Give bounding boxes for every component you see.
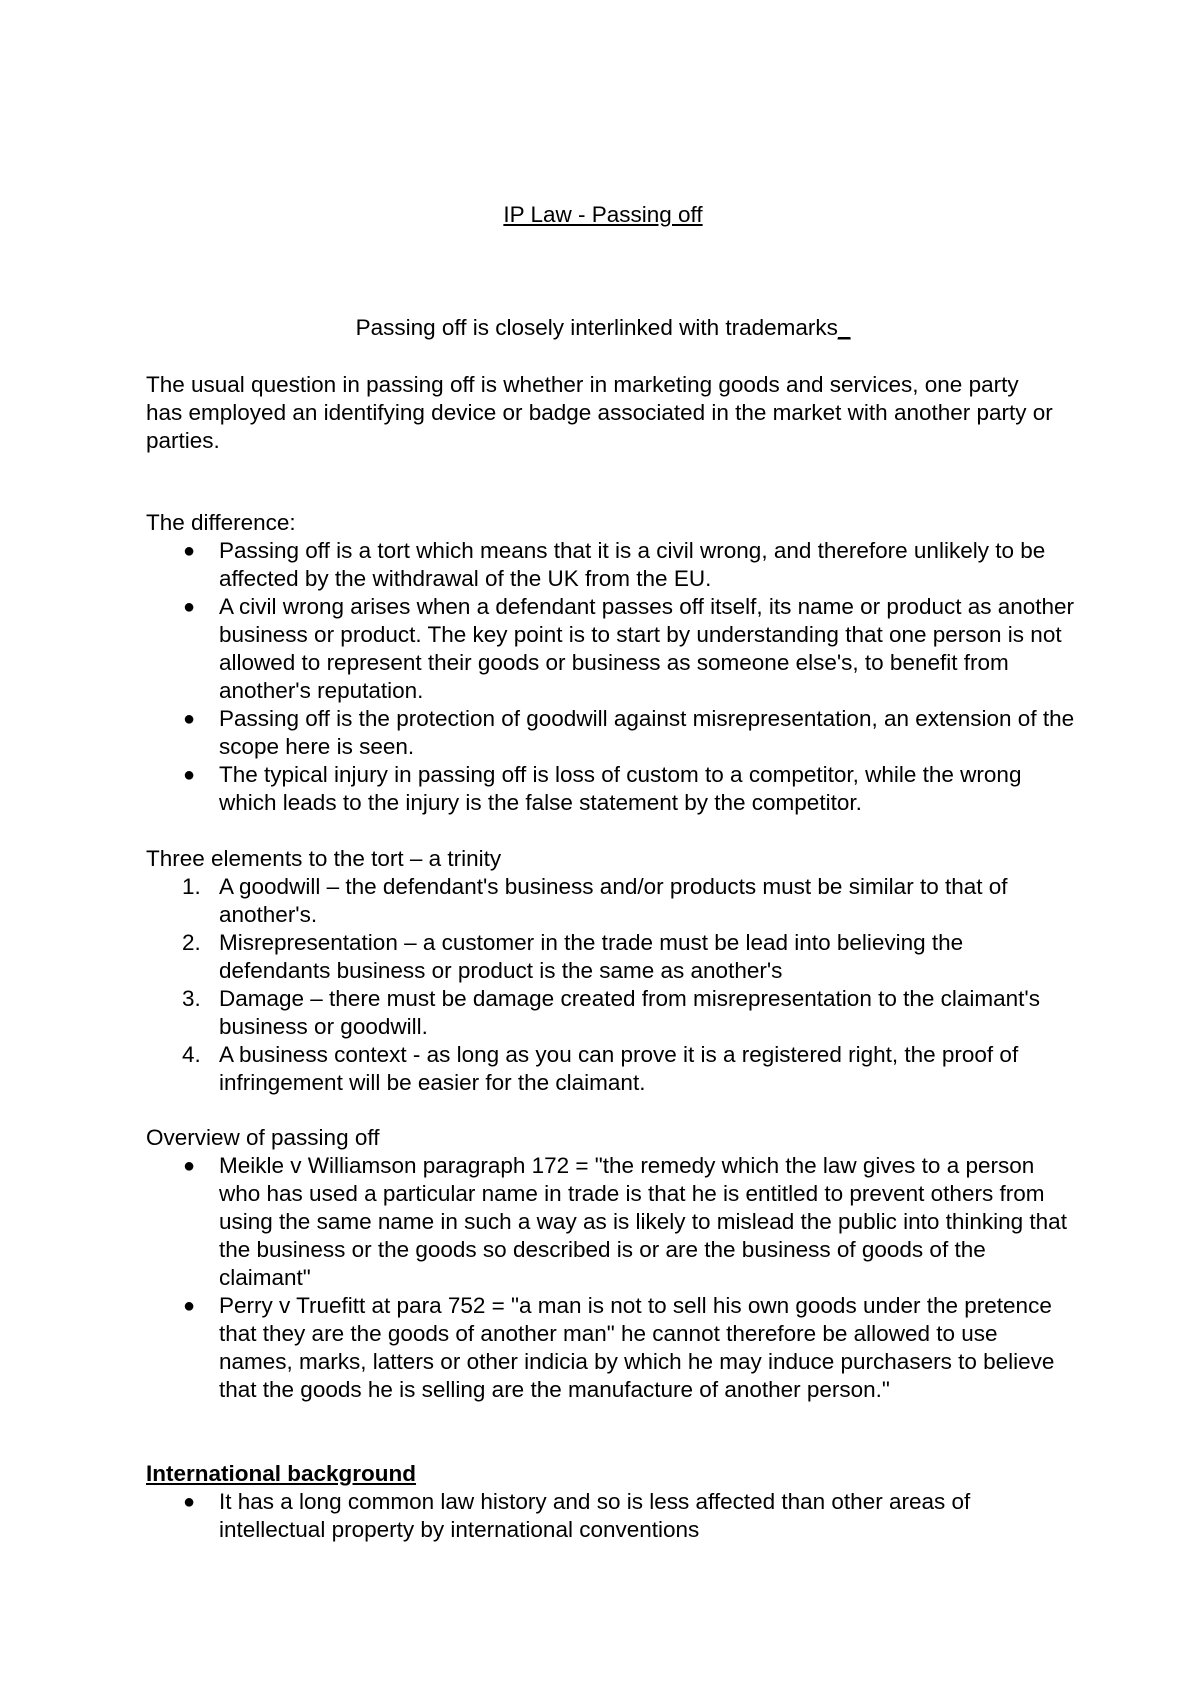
list-item <box>146 985 1076 1041</box>
list-number: 1. <box>182 874 201 899</box>
list-item-text: It has a long common law history and so is less affected than other areas of intellectual property by international conventions <box>219 1489 971 1542</box>
bullet-icon: ● <box>183 1155 196 1177</box>
list-item <box>146 1488 1076 1544</box>
bullet-icon: ● <box>183 1491 196 1513</box>
list-item-text: Meikle v Williamson paragraph 172 = "the remedy which the law gives to a person who has used a particular name in trade is that he is entitled to prevent others from using the same name in such a way as is likely to mislead the public into thinking that the business or the goods so described is or are the business of goods of the claimant" <box>219 1153 1067 1290</box>
list-item-text: Misrepresentation – a customer in the trade must be lead into believing the defendants business or product is the same as another's <box>219 930 964 983</box>
international-heading: International background <box>146 1461 417 1486</box>
list-item <box>146 873 1076 929</box>
list-item <box>146 1292 1076 1404</box>
subtitle-cursor: _ <box>837 315 851 340</box>
list-item-text: Passing off is a tort which means that it is a civil wrong, and therefore unlikely to be affected by the withdrawal of the UK from the EU. <box>219 538 1046 591</box>
list-item <box>146 1152 1076 1292</box>
difference-heading: The difference: <box>146 510 296 535</box>
list-item-text: The typical injury in passing off is loss of custom to a competitor, while the wrong which leads to the injury is the false statement by the competitor. <box>219 762 1022 815</box>
trinity-heading: Three elements to the tort – a trinity <box>146 846 502 871</box>
list-item-text: A goodwill – the defendant's business and/or products must be similar to that of another's. <box>219 874 1008 927</box>
document-title: IP Law - Passing off <box>503 202 703 227</box>
list-item <box>146 593 1076 705</box>
bullet-icon: ● <box>183 1295 196 1317</box>
bullet-icon: ● <box>183 708 196 730</box>
subtitle-text: Passing off is closely interlinked with trademarks <box>355 315 838 340</box>
list-number: 2. <box>182 930 201 955</box>
list-item <box>146 1041 1076 1097</box>
list-item <box>146 929 1076 985</box>
bullet-icon: ● <box>183 596 196 618</box>
list-item <box>146 761 1076 817</box>
international-list <box>146 1488 1076 1544</box>
overview-heading: Overview of passing off <box>146 1125 380 1150</box>
bullet-icon: ● <box>183 764 196 786</box>
document-subtitle <box>146 314 1060 342</box>
list-number: 4. <box>182 1042 201 1067</box>
difference-list <box>146 537 1076 817</box>
list-item-text: Passing off is the protection of goodwill against misrepresentation, an extension of the scope here is seen. <box>219 706 1075 759</box>
list-item-text: Perry v Truefitt at para 752 = "a man is not to sell his own goods under the pretence that they are the goods of another man" he cannot therefore be allowed to use names, marks, latters or other indicia by which he may induce purchasers to believe that the goods he is selling are the manufacture of another person." <box>219 1293 1055 1402</box>
list-item-text: Damage – there must be damage created from misrepresentation to the claimant's business or goodwill. <box>219 986 1040 1039</box>
overview-list <box>146 1152 1076 1404</box>
intro-paragraph: The usual question in passing off is whether in marketing goods and services, one party has employed an identifying device or badge associated in the market with another party or parties. <box>146 372 1053 453</box>
list-item-text: A business context - as long as you can prove it is a registered right, the proof of infringement will be easier for the claimant. <box>219 1042 1019 1095</box>
list-item <box>146 537 1076 593</box>
list-number: 3. <box>182 986 201 1011</box>
list-item <box>146 705 1076 761</box>
trinity-list <box>146 873 1076 1097</box>
list-item-text: A civil wrong arises when a defendant passes off itself, its name or product as another business or product. The key point is to start by understanding that one person is not allowed to represent their goods or business as someone else's, to benefit from another's reputation. <box>219 594 1075 703</box>
bullet-icon: ● <box>183 540 196 562</box>
